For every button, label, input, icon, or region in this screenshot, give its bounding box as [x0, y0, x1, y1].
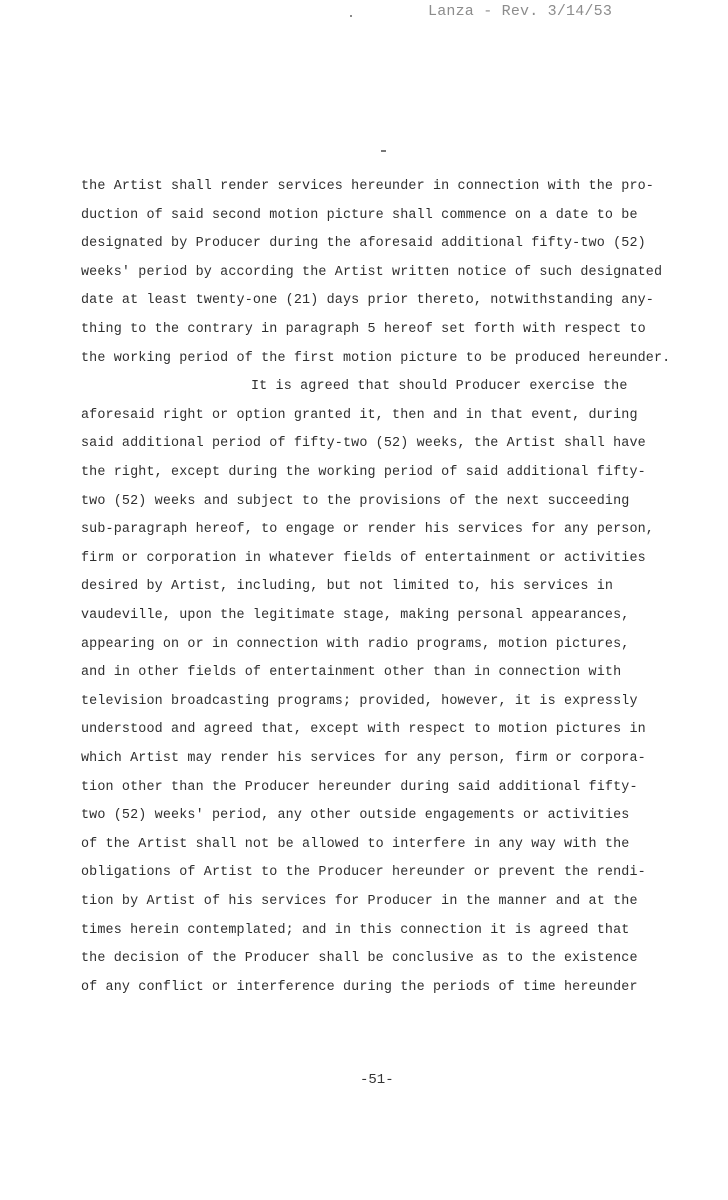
center-dash-mark	[381, 150, 386, 152]
scan-speck	[350, 15, 352, 17]
text-line: the Artist shall render services hereunder in connection with the pro-	[81, 179, 654, 194]
text-line: of the Artist shall not be allowed to interfere in any way with the	[81, 836, 630, 852]
text-line: designated by Producer during the aforesaid additional fifty-two (52)	[81, 236, 646, 252]
text-line: firm or corporation in whatever fields of entertainment or activities	[81, 550, 646, 566]
text-line: It is agreed that should Producer exercise the	[251, 379, 628, 395]
text-line: television broadcasting programs; provided, however, it is expressly	[81, 693, 638, 709]
text-line: duction of said second motion picture shall commence on a date to be	[81, 207, 638, 223]
text-line: said additional period of fifty-two (52) weeks, the Artist shall have	[81, 436, 646, 452]
text-line: two (52) weeks and subject to the provisions of the next succeeding	[81, 493, 630, 509]
text-line: tion by Artist of his services for Producer in the manner and at the	[81, 894, 638, 909]
text-line: the decision of the Producer shall be conclusive as to the existence	[81, 951, 638, 967]
text-line: the right, except during the working period of said additional fifty-	[81, 465, 646, 480]
text-line: obligations of Artist to the Producer hereunder or prevent the rendi-	[81, 865, 646, 881]
text-line: the working period of the first motion picture to be produced hereunder.	[81, 350, 671, 366]
text-line: date at least twenty-one (21) days prior thereto, notwithstanding any-	[81, 293, 654, 309]
text-line: thing to the contrary in paragraph 5 hereof set forth with respect to	[81, 322, 646, 337]
revision-note: Lanza - Rev. 3/14/53	[428, 3, 613, 20]
page-number: -51-	[360, 1072, 394, 1088]
text-line: which Artist may render his services for any person, firm or corpora-	[81, 751, 646, 766]
text-line: tion other than the Producer hereunder during said additional fifty-	[81, 779, 638, 795]
text-line: of any conflict or interference during the periods of time hereunder	[81, 979, 638, 995]
text-line: aforesaid right or option granted it, then and in that event, during	[81, 407, 638, 423]
text-line: appearing on or in connection with radio programs, motion pictures,	[81, 636, 630, 652]
text-line: desired by Artist, including, but not limited to, his services in	[81, 579, 614, 595]
text-line: two (52) weeks' period, any other outside engagements or activities	[81, 808, 630, 824]
text-line: sub-paragraph hereof, to engage or render his services for any person,	[81, 522, 654, 538]
text-line: and in other fields of entertainment other than in connection with	[81, 665, 622, 681]
text-line: vaudeville, upon the legitimate stage, making personal appearances,	[81, 608, 630, 623]
text-line: weeks' period by according the Artist written notice of such designated	[81, 264, 663, 280]
text-line: times herein contemplated; and in this connection it is agreed that	[81, 922, 630, 938]
text-line: understood and agreed that, except with respect to motion pictures in	[81, 722, 646, 738]
